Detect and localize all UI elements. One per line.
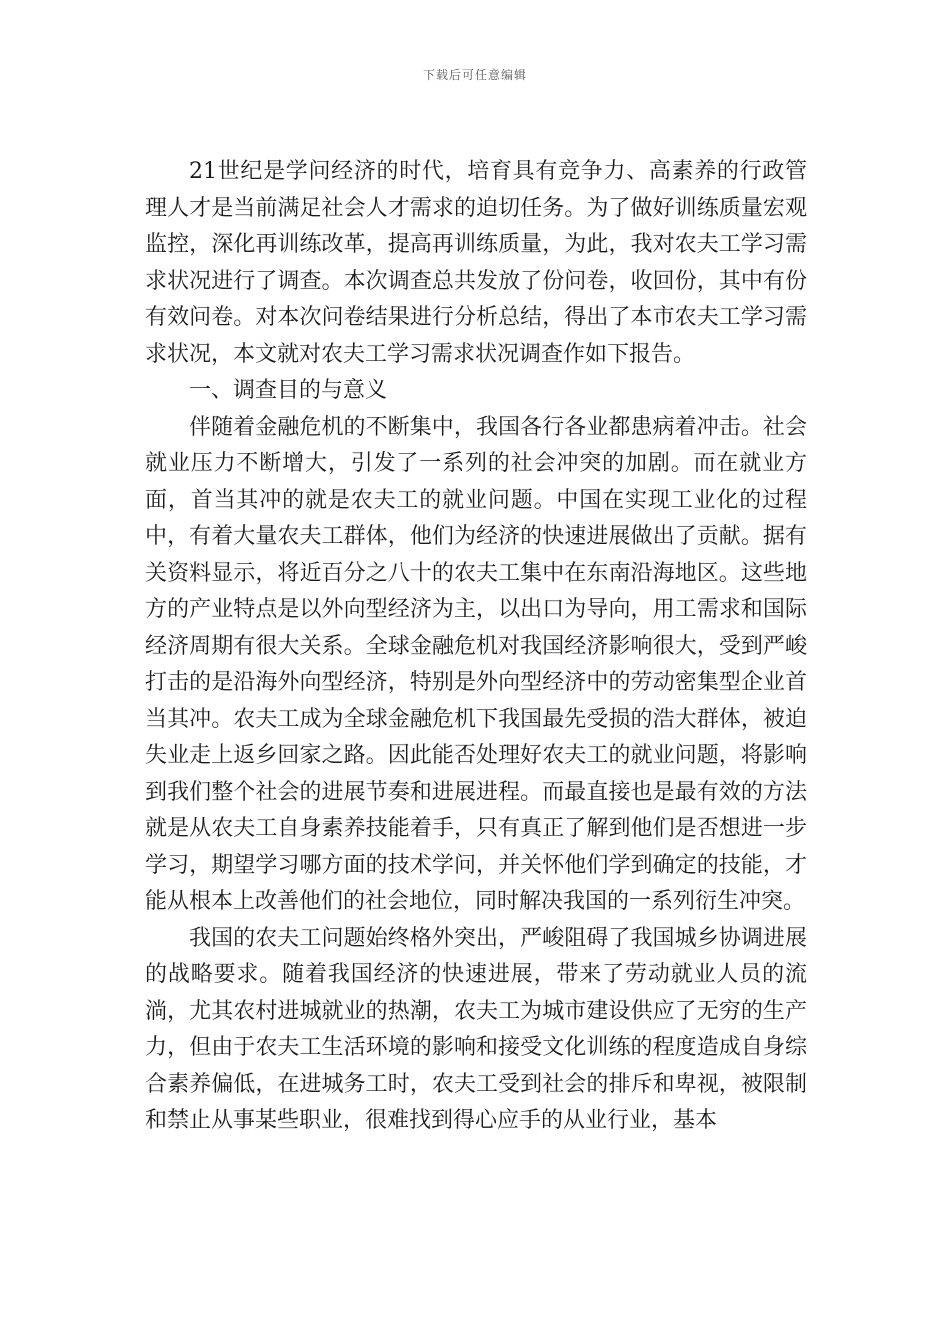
paragraph-background: 伴随着金融危机的不断集中，我国各行各业都患病着冲击。社会就业压力不断增大，引发了一系列的社会冲突的加剧。而在就业方面，首当其冲的就是农夫工的就业问题。中国在实现工业化的过程中，有着大量农夫工群体，他们为经济的快速进展做出了贡献。据有关资料显示，将近百分之八十的农夫工集中在东南沿海地区。这些地方的产业特点是以外向型经济为主，以出口为导向，用工需求和国际经济周期有很大关系。全球金融危机对我国经济影响很大，受到严峻打击的是沿海外向型经济，特别是外向型经济中的劳动密集型企业首当其冲。农夫工成为全球金融危机下我国最先受损的浩大群体，被迫失业走上返乡回家之路。因此能否处理好农夫工的就业问题，将影响到我们整个社会的进展节奏和进展进程。而最直接也是最有效的方法就是从农夫工自身素养技能着手，只有真正了解到他们是否想进一步学习，期望学习哪方面的技术学问，并关怀他们学到确定的技能，才能从根本上改善他们的社会地位，同时解决我国的一系列衍生冲突。 [145, 414, 807, 914]
document-body [145, 154, 807, 1140]
section-heading: 一、调查目的与意义 [189, 378, 388, 403]
paragraph-problem: 我国的农夫工问题始终格外突出，严峻阻碍了我国城乡协调进展的战略要求。随着我国经济的快速进展，带来了劳动就业人员的流淌，尤其农村进城就业的热潮，农夫工为城市建设供应了无穷的生产力，但由于农夫工生活环境的影响和接受文化训练的程度造成自身综合素养偏低，在进城务工时，农夫工受到社会的排斥和卑视，被限制和禁止从事某些职业，很难找到得心应手的从业行业，基本 [145, 925, 807, 1133]
header-note: 下载后可任意编辑 [422, 68, 527, 82]
paragraph-intro: 21世纪是学问经济的时代，培育具有竞争力、高素养的行政管理人才是当前满足社会人才需求的迫切任务。为了做好训练质量宏观监控，深化再训练改革，提高再训练质量，为此，我对农夫工学习需求状况进行了调查。本次调查总共发放了份问卷，收回份，其中有份有效问卷。对本次问卷结果进行分析总结，得出了本市农夫工学习需求状况，本文就对农夫工学习需求状况调查作如下报告。 [145, 159, 807, 367]
